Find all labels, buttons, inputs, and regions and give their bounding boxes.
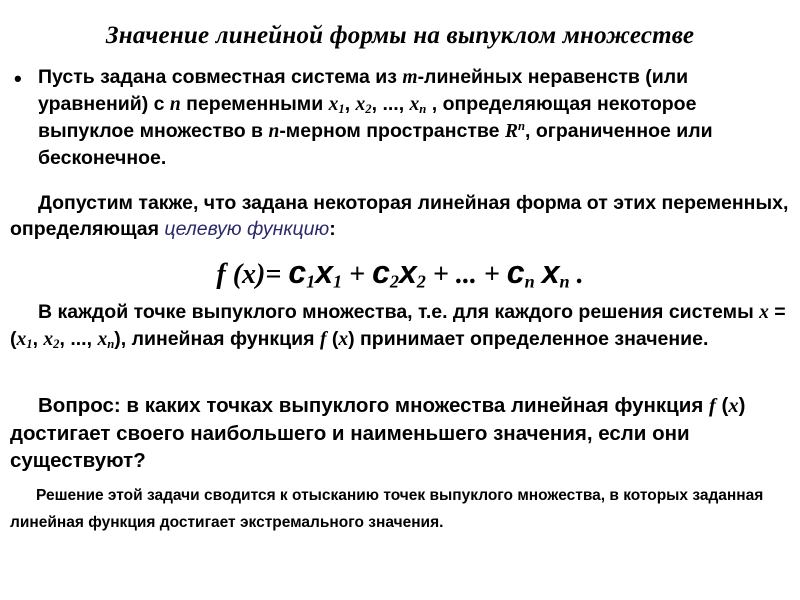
text: , определяющая некоторое выпуклое множество в — [38, 93, 697, 142]
paragraph-solution-note — [10, 482, 790, 536]
bullet-marker: • — [14, 66, 22, 91]
text: ) принимает определенное значение. — [348, 328, 709, 350]
objective-function-formula: f $(x)= c_1x_1 + c_2x_2$ + ... + $c_n$ $x_n$ . — [216, 254, 584, 292]
target-function-term: целевую функцию — [164, 218, 330, 240]
text: ) достигает своего наибольшего и наименьшего значения, если они существуют? — [10, 394, 746, 472]
slide-title: Значение линейной формы на выпуклом множестве — [105, 22, 695, 49]
text: ), линейная функция — [114, 328, 320, 350]
var-xn: $x_n$ — [97, 329, 115, 352]
paragraph-linear-form: Допустим также, что задана некоторая линейная форма от этих переменных, определяющая целевую функцию: — [10, 192, 789, 240]
text: В каждой точке выпуклого множества, т.е. для каждого решения системы — [38, 301, 760, 323]
space-rn: $R^n$ — [504, 119, 525, 142]
text: -линейных неравенств (или уравнений) с — [38, 66, 689, 115]
var-xn: $x_n$ — [409, 94, 427, 117]
var-n: n — [169, 94, 181, 115]
text: Вопрос: в каких точках выпуклого множества линейная функция — [38, 394, 710, 417]
var-x2: $x_2$ — [355, 94, 372, 117]
paragraph-question: Вопрос: в каких точках выпуклого множества линейная функция f (x) достигает своего наибольшего и наименьшего значения, если они существуют? — [10, 394, 746, 472]
text: Допустим также, что задана некоторая линейная форма от этих переменных, определяющая — [10, 192, 789, 240]
text: переменными — [180, 93, 329, 115]
text: -мерном пространстве — [279, 120, 505, 142]
var-n: n — [268, 121, 280, 142]
var-x1: $x_1$ — [328, 94, 345, 117]
text: Пусть задана совместная система из — [38, 66, 403, 88]
text: , ограниченное или бесконечное. — [38, 120, 713, 169]
var-x2: $x_2$ — [43, 329, 60, 352]
paragraph-system-definition: Пусть задана совместная система из m-линейных неравенств (или уравнений) с n переменными $x_1$, $x_2$, ..., $x_n$ , определяющая некоторое выпуклое множество в n-мерном пространстве $R^n$, ограниченное или бесконечное. — [38, 66, 713, 169]
var-m: m — [402, 67, 418, 88]
paragraph-each-point: В каждой точке выпуклого множества, т.е. для каждого решения системы $x = (x_1$, $x_2$, ..., $x_n$), линейная функция f (x) принимает определенное значение. — [10, 301, 786, 352]
var-x1: $x_1$ — [16, 329, 33, 352]
text: Решение этой задачи сводится к отысканию точек выпуклого множества, в которых заданная линейная функция достигает экстремального значения. — [10, 487, 764, 531]
